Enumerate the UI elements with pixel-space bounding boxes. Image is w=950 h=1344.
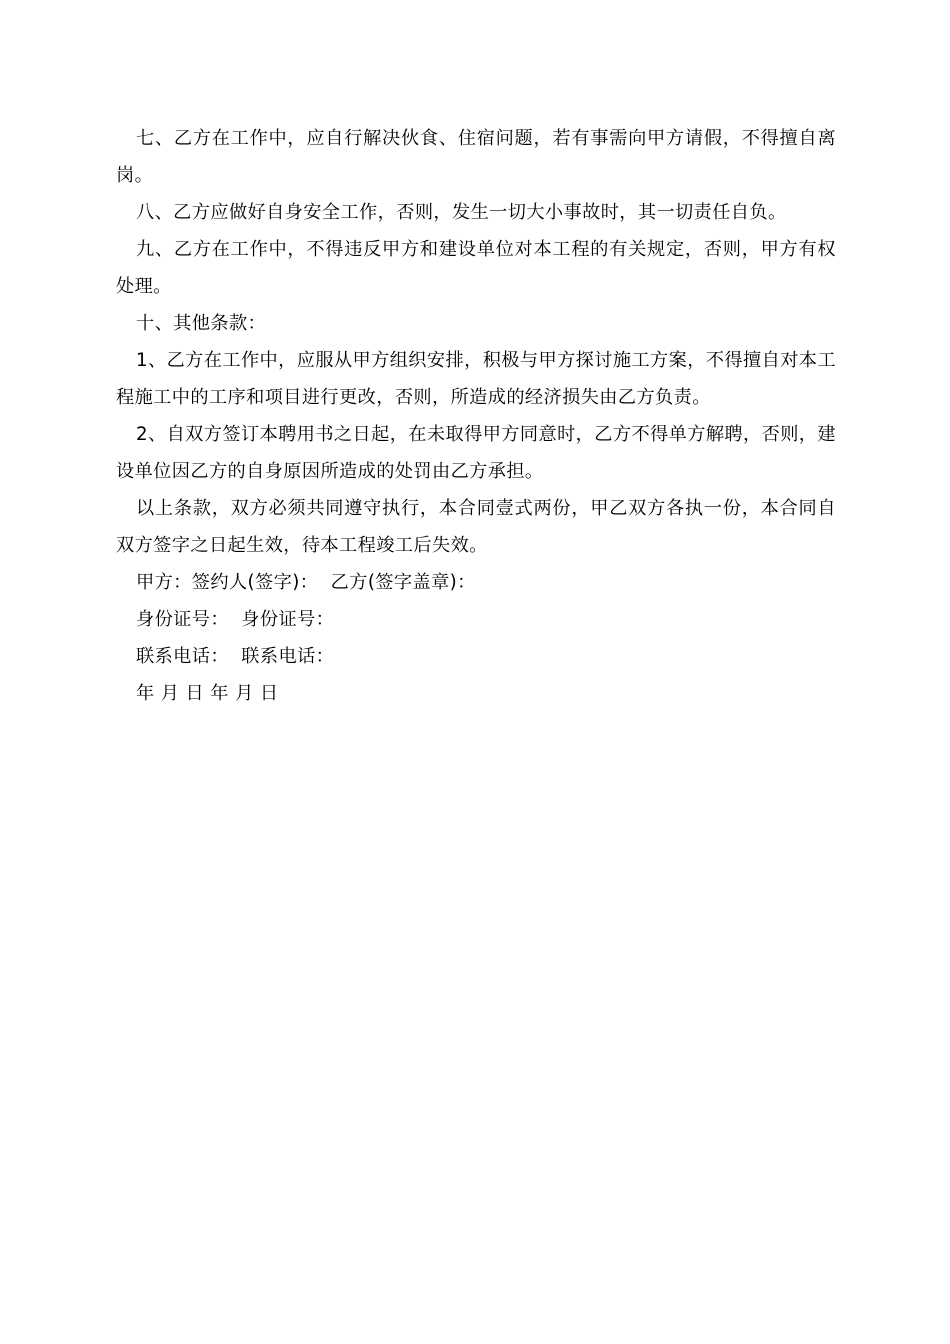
date-line: 年 月 日 年 月 日 [136, 683, 279, 704]
clause-10-heading: 十、其他条款： [136, 313, 267, 334]
contract-page [116, 120, 836, 712]
phone-line: 联系电话： 联系电话： [136, 646, 335, 667]
clause-7: 七、乙方在工作中，应自行解决伙食、住宿问题，若有事需向甲方请假，不得擅自离岗。 [116, 128, 836, 186]
id-number-line: 身份证号： 身份证号： [136, 609, 335, 630]
clause-10-item-1: 1、乙方在工作中，应服从甲方组织安排，积极与甲方探讨施工方案，不得擅自对本工程施工中的工序和项目进行更改，否则，所造成的经济损失由乙方负责。 [116, 350, 836, 408]
clause-9: 九、乙方在工作中，不得违反甲方和建设单位对本工程的有关规定，否则，甲方有权处理。 [116, 239, 836, 297]
clause-8: 八、乙方应做好自身安全工作，否则，发生一切大小事故时，其一切责任自负。 [136, 202, 787, 223]
signature-line: 甲方：签约人(签字)： 乙方(签字盖章)： [136, 572, 476, 593]
closing-statement: 以上条款，双方必须共同遵守执行，本合同壹式两份，甲乙双方各执一份，本合同自双方签字之日起生效，待本工程竣工后失效。 [116, 498, 836, 556]
clause-10-item-2: 2、自双方签订本聘用书之日起，在未取得甲方同意时，乙方不得单方解聘，否则，建设单位因乙方的自身原因所造成的处罚由乙方承担。 [116, 424, 836, 482]
